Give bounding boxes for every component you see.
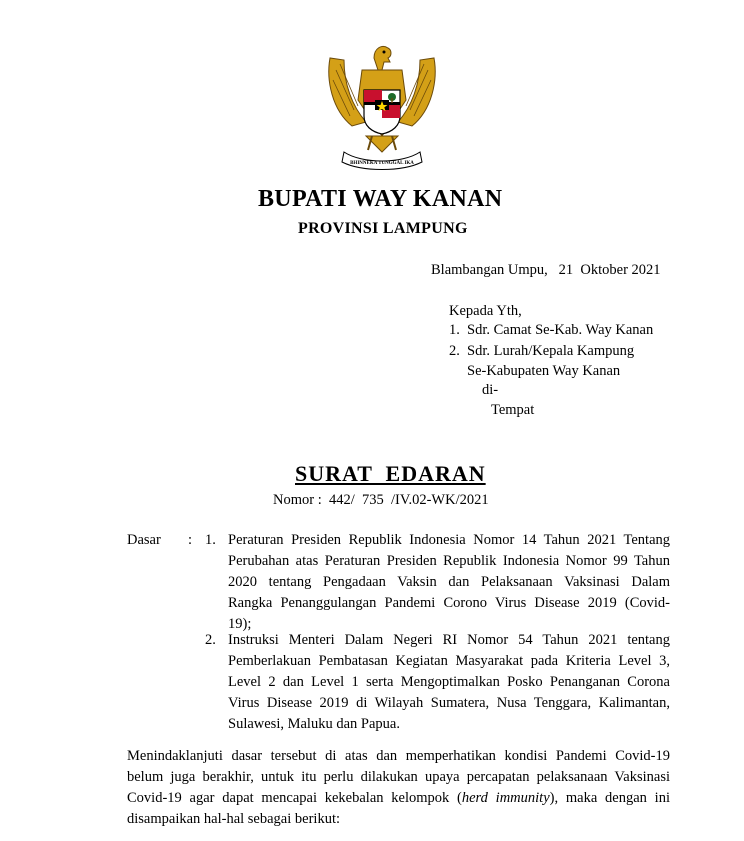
recipient-1-number: 1. — [449, 322, 460, 338]
recipients-di: di- — [482, 382, 499, 398]
body-line-4: disampaikan hal-hal sebagai berikut: — [127, 811, 340, 827]
dasar-item-1 — [228, 530, 670, 635]
recipient-1: Sdr. Camat Se-Kab. Way Kanan — [467, 322, 654, 338]
dasar-colon: : — [188, 532, 193, 548]
dasar-item-2-number: 2. — [205, 632, 216, 648]
dasar-item-1-line: Perubahan atas Peraturan Presiden Republik Indonesia Nomor 99 Tahun — [228, 553, 670, 569]
letter-number: Nomor : 442/ 735 /IV.02-WK/2021 — [273, 492, 489, 508]
herd-immunity-term: herd immunity — [461, 790, 550, 806]
recipients-tempat: Tempat — [491, 402, 535, 418]
body-line-2: belum juga berakhir, untuk itu perlu dilakukan upaya percapatan pelaksanaan Vaksinasi — [127, 769, 670, 785]
dasar-item-2 — [228, 630, 670, 735]
body-line-1: Menindaklanjuti dasar tersebut di atas dan memperhatikan kondisi Pandemi Covid-19 — [127, 748, 670, 764]
dasar-label: Dasar — [127, 532, 161, 548]
dasar-item-2-line: Virus Disease 2019 di Wilayah Sumatera, Nusa Tenggara, Kalimantan, — [228, 695, 670, 711]
recipient-2: Sdr. Lurah/Kepala Kampung — [467, 343, 635, 359]
recipients-heading: Kepada Yth, — [449, 303, 522, 319]
province-subtitle: PROVINSI LAMPUNG — [298, 220, 468, 237]
dasar-item-2-line: Sulawesi, Maluku dan Papua. — [228, 716, 400, 732]
dasar-item-2-line: Pemberlakuan Pembatasan Kegiatan Masyarakat pada Kriteria Level 3, — [228, 653, 670, 669]
body-line-3-before: Covid-19 agar dapat mencapai kekebalan kelompok ( — [127, 790, 462, 806]
dasar-item-2-line: Level 2 dan Level 1 serta Mengoptimalkan Posko Penanganan Corona — [228, 674, 670, 690]
letter-title: SURAT EDARAN — [295, 461, 486, 486]
dasar-item-1-line: Rangka Penanggulangan Pandemi Corono Virus Disease 2019 (Covid- — [228, 595, 670, 611]
body-line-3 — [127, 788, 670, 809]
place-date: Blambangan Umpu, 21 Oktober 2021 — [431, 262, 661, 278]
recipient-2-number: 2. — [449, 343, 460, 359]
dasar-item-1-number: 1. — [205, 532, 216, 548]
regent-title: BUPATI WAY KANAN — [258, 186, 503, 212]
dasar-item-1-line: 19); — [228, 616, 252, 632]
recipient-2-line-2: Se-Kabupaten Way Kanan — [467, 363, 621, 379]
emblem-motto: BHINNEKA TUNGGAL IKA — [350, 161, 414, 166]
dasar-item-1-line: 2020 tentang Pengadaan Vaksin dan Pelaksanaan Vaksinasi Dalam — [228, 574, 670, 590]
dasar-item-1-line: Peraturan Presiden Republik Indonesia Nomor 14 Tahun 2021 Tentang — [228, 532, 670, 548]
garuda-pancasila-emblem-icon — [322, 40, 442, 174]
dasar-item-2-line: Instruksi Menteri Dalam Negeri RI Nomor 54 Tahun 2021 tentang — [228, 632, 670, 648]
body-paragraph — [127, 746, 670, 830]
body-line-3-after: ), maka dengan ini — [549, 790, 670, 806]
